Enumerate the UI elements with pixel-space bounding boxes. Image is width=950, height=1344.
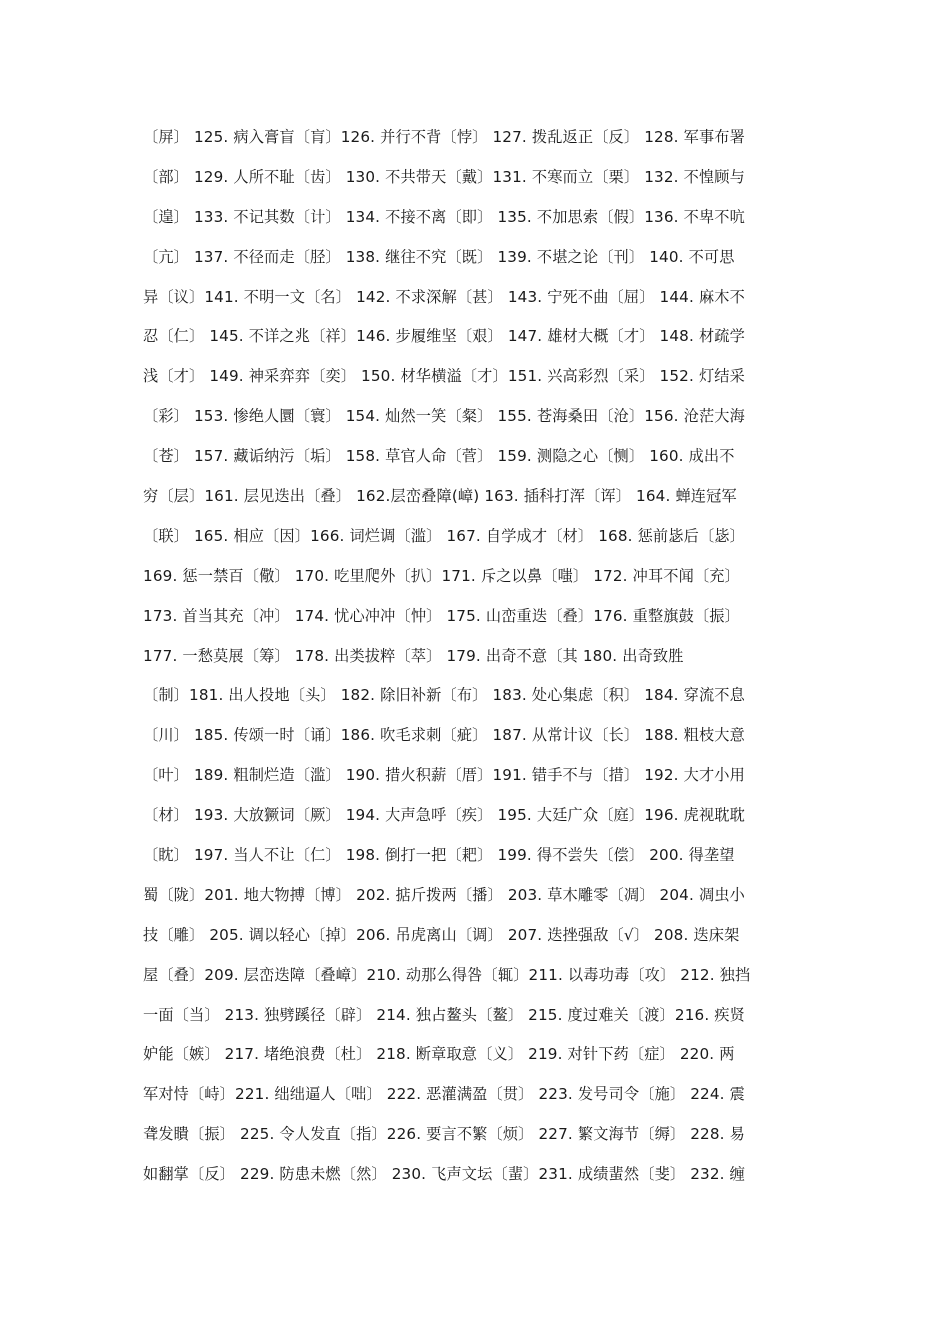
text-line: 异〔议〕141. 不明一文〔名〕 142. 不求深解〔甚〕 143. 宁死不曲〔屈〕 144. 麻木不 (143, 287, 745, 306)
text-line: 穷〔层〕161. 层见迭出〔叠〕 162.层峦叠障(嶂) 163. 插科打浑〔诨〕 164. 蝉连冠军 (143, 487, 737, 506)
text-line: 177. 一愁莫展〔筹〕 178. 出类拔粹〔萃〕 179. 出奇不意〔其 180. 出奇致胜 (143, 646, 684, 665)
text-line: 技〔雕〕 205. 调以轻心〔掉〕206. 吊虎离山〔调〕 207. 迭挫强敌〔√〕 208. 迭床架 (143, 925, 740, 944)
text-line: 聋发瞶〔振〕 225. 令人发直〔指〕226. 要言不繁〔烦〕 227. 繁文海节〔缛〕 228. 易 (143, 1125, 745, 1144)
text-line: 〔制〕181. 出人投地〔头〕 182. 除旧补新〔布〕 183. 处心集虑〔积〕 184. 穿流不息 (143, 686, 745, 705)
idiom-correction-list (143, 123, 823, 1200)
text-line: 〔叶〕 189. 粗制烂造〔滥〕 190. 措火积薪〔厝〕191. 错手不与〔措〕 192. 大才小用 (143, 766, 745, 785)
text-line: 〔眈〕 197. 当人不让〔仁〕 198. 倒打一把〔耙〕 199. 得不尝失〔偿〕 200. 得垄望 (143, 846, 735, 865)
text-line: 妒能〔嫉〕 217. 堵绝浪费〔杜〕 218. 断章取意〔义〕 219. 对针下药〔症〕 220. 两 (143, 1045, 735, 1064)
text-line: 〔彩〕 153. 惨绝人圜〔寰〕 154. 灿然一笑〔粲〕 155. 苍海桑田〔沧〕156. 沧茫大海 (143, 407, 745, 426)
text-line: 〔屏〕 125. 病入膏盲〔肓〕126. 并行不背〔悖〕 127. 拨乱返正〔反〕 128. 军事布署 (143, 128, 745, 146)
text-line: 〔苍〕 157. 藏诟纳污〔垢〕 158. 草官人命〔菅〕 159. 测隐之心〔恻〕 160. 成出不 (143, 447, 735, 466)
text-line: 一面〔当〕 213. 独劈蹊径〔辟〕 214. 独占鳌头〔鳌〕 215. 度过难关〔渡〕216. 疾贤 (143, 1005, 745, 1024)
text-line: 〔亢〕 137. 不径而走〔胫〕 138. 继往不究〔既〕 139. 不堪之论〔刊〕 140. 不可思 (143, 247, 735, 266)
text-line: 〔材〕 193. 大放獗词〔厥〕 194. 大声急呼〔疾〕 195. 大廷广众〔庭〕196. 虎视耽耽 (143, 806, 745, 825)
text-line: 〔遑〕 133. 不记其数〔计〕 134. 不接不离〔即〕 135. 不加思索〔假〕136. 不卑不吭 (143, 207, 745, 226)
text-line: 浅〔才〕 149. 神采弈弈〔奕〕 150. 材华横溢〔才〕151. 兴高彩烈〔采〕 152. 灯结采 (143, 367, 745, 386)
text-line: 忍〔仁〕 145. 不详之兆〔祥〕146. 步履维坚〔艰〕 147. 雄材大概〔才〕 148. 材疏学 (143, 327, 745, 346)
text-line: 屋〔叠〕209. 层峦迭障〔叠嶂〕210. 动那么得咎〔辄〕211. 以毒功毒〔攻〕 212. 独挡 (143, 965, 751, 984)
text-line: 军对恃〔峙〕221. 绌绌逼人〔咄〕 222. 恶灌满盈〔贯〕 223. 发号司令〔施〕 224. 震 (143, 1085, 745, 1104)
text-line: 如翻掌〔反〕 229. 防患未燃〔然〕 230. 飞声文坛〔蜚〕231. 成绩蜚然〔斐〕 232. 缠 (143, 1165, 745, 1184)
text-line: 〔部〕 129. 人所不耻〔齿〕 130. 不共带天〔戴〕131. 不寒而立〔栗〕 132. 不惶顾与 (143, 167, 745, 186)
text-line: 〔联〕 165. 相应〔因〕166. 词烂调〔滥〕 167. 自学成才〔材〕 168. 惩前毖后〔毖〕 (143, 526, 745, 545)
text-line: 169. 惩一禁百〔儆〕 170. 吃里爬外〔扒〕171. 斥之以鼻〔嗤〕 172. 冲耳不闻〔充〕 (143, 566, 740, 585)
text-line: 〔川〕 185. 传颂一时〔诵〕186. 吹毛求刺〔疵〕 187. 从常计议〔长〕 188. 粗枝大意 (143, 726, 745, 745)
text-line: 蜀〔陇〕201. 地大物搏〔博〕 202. 掂斤拨两〔播〕 203. 草木雕零〔凋〕 204. 凋虫小 (143, 885, 745, 904)
text-line: 173. 首当其充〔冲〕 174. 忧心冲冲〔忡〕 175. 山峦重迭〔叠〕176. 重整旗鼓〔振〕 (143, 606, 740, 625)
